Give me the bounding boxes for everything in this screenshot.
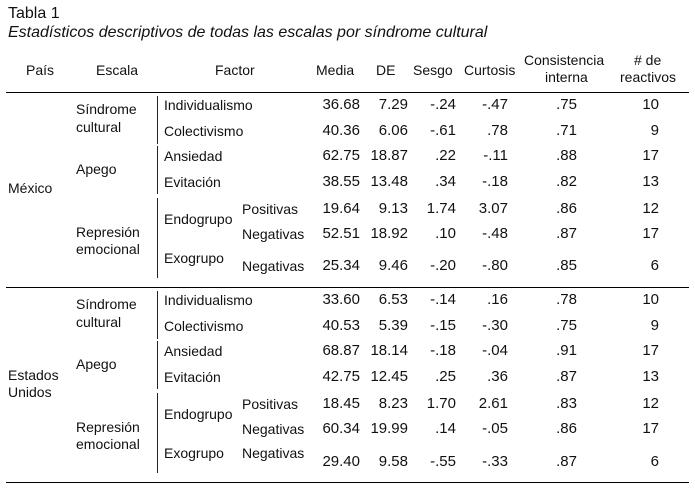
media-value: 68.87 bbox=[322, 342, 360, 359]
consistencia-value: .87 bbox=[556, 225, 577, 242]
table-subtitle: Estadísticos descriptivos de todas las escalas por síndrome cultural bbox=[8, 24, 488, 41]
scale-sindrome-2: cultural bbox=[76, 314, 122, 330]
header-consistencia-2: interna bbox=[545, 69, 588, 85]
consistencia-value: .87 bbox=[556, 453, 577, 470]
factor-label: Positivas bbox=[242, 396, 299, 412]
factor-label: Colectivismo bbox=[164, 123, 244, 139]
country-mexico: México bbox=[8, 180, 53, 196]
sesgo-value: .10 bbox=[435, 225, 456, 242]
media-value: 18.45 bbox=[322, 395, 360, 412]
reactivos-value: 13 bbox=[642, 368, 659, 385]
curtosis-value: .36 bbox=[487, 368, 508, 385]
scale-represion: Represión bbox=[76, 419, 140, 435]
de-value: 18.92 bbox=[370, 225, 408, 242]
de-value: 9.13 bbox=[378, 200, 408, 217]
media-value: 36.68 bbox=[322, 96, 360, 113]
factor-label: Negativas bbox=[242, 445, 305, 461]
sesgo-value: -.24 bbox=[430, 96, 456, 113]
curtosis-value: -.05 bbox=[482, 420, 508, 437]
reactivos-value: 12 bbox=[642, 395, 659, 412]
de-value: 5.39 bbox=[378, 317, 408, 334]
group-brace bbox=[157, 146, 158, 194]
scale-represion: Represión bbox=[76, 224, 140, 240]
header-curtosis: Curtosis bbox=[464, 62, 516, 78]
header-reactivos: # de bbox=[634, 52, 662, 68]
de-value: 18.14 bbox=[370, 342, 408, 359]
factor-label: Ansiedad bbox=[164, 343, 223, 359]
sesgo-value: 1.74 bbox=[426, 200, 456, 217]
table-title: Tabla 1 bbox=[8, 5, 60, 22]
reactivos-value: 9 bbox=[650, 317, 659, 334]
header-escala: Escala bbox=[96, 62, 139, 78]
factor-label: Evitación bbox=[164, 369, 221, 385]
reactivos-value: 17 bbox=[642, 420, 659, 437]
group-exogrupo: Exogrupo bbox=[164, 445, 224, 461]
consistencia-value: .71 bbox=[556, 122, 577, 139]
media-value: 40.53 bbox=[322, 317, 360, 334]
sesgo-value: -.20 bbox=[430, 257, 456, 274]
reactivos-value: 6 bbox=[650, 453, 659, 470]
media-value: 40.36 bbox=[322, 122, 360, 139]
factor-label: Colectivismo bbox=[164, 318, 244, 334]
consistencia-value: .87 bbox=[556, 368, 577, 385]
group-brace bbox=[157, 393, 158, 473]
factor-label: Individualismo bbox=[164, 292, 253, 308]
factor-label: Negativas bbox=[242, 226, 305, 242]
de-value: 9.58 bbox=[378, 453, 408, 470]
de-value: 19.99 bbox=[370, 420, 408, 437]
sesgo-value: -.55 bbox=[430, 453, 456, 470]
factor-label: Negativas bbox=[242, 421, 305, 437]
reactivos-value: 17 bbox=[642, 225, 659, 242]
reactivos-value: 10 bbox=[642, 291, 659, 308]
sesgo-value: -.18 bbox=[430, 342, 456, 359]
media-value: 60.34 bbox=[322, 420, 360, 437]
de-value: 6.53 bbox=[378, 291, 408, 308]
media-value: 19.64 bbox=[322, 200, 360, 217]
consistencia-value: .91 bbox=[556, 342, 577, 359]
consistencia-value: .75 bbox=[556, 317, 577, 334]
consistencia-value: .75 bbox=[556, 96, 577, 113]
factor-label: Ansiedad bbox=[164, 148, 223, 164]
header-consistencia: Consistencia bbox=[524, 52, 605, 68]
reactivos-value: 17 bbox=[642, 342, 659, 359]
country-usa: Estados bbox=[8, 367, 59, 383]
reactivos-value: 6 bbox=[650, 257, 659, 274]
curtosis-value: .16 bbox=[487, 291, 508, 308]
curtosis-value: -.47 bbox=[482, 96, 508, 113]
factor-label: Evitación bbox=[164, 174, 221, 190]
group-brace bbox=[157, 291, 158, 339]
consistencia-value: .86 bbox=[556, 200, 577, 217]
de-value: 9.46 bbox=[378, 257, 408, 274]
media-value: 29.40 bbox=[322, 453, 360, 470]
curtosis-value: -.33 bbox=[482, 453, 508, 470]
consistencia-value: .82 bbox=[556, 173, 577, 190]
group-brace bbox=[157, 96, 158, 144]
sesgo-value: .14 bbox=[435, 420, 456, 437]
factor-label: Negativas bbox=[242, 258, 305, 274]
scale-represion-2: emocional bbox=[76, 241, 140, 257]
de-value: 13.48 bbox=[370, 173, 408, 190]
consistencia-value: .88 bbox=[556, 147, 577, 164]
sesgo-value: -.15 bbox=[430, 317, 456, 334]
header-rule bbox=[6, 92, 689, 93]
de-value: 7.29 bbox=[378, 96, 408, 113]
reactivos-value: 17 bbox=[642, 147, 659, 164]
factor-label: Individualismo bbox=[164, 97, 253, 113]
header-factor: Factor bbox=[215, 62, 255, 78]
header-reactivos-2: reactivos bbox=[620, 69, 677, 85]
header-pais: País bbox=[26, 62, 55, 78]
header-sesgo: Sesgo bbox=[413, 62, 453, 78]
sesgo-value: .22 bbox=[435, 147, 456, 164]
scale-represion-2: emocional bbox=[76, 436, 140, 452]
media-value: 33.60 bbox=[322, 291, 360, 308]
de-value: 6.06 bbox=[378, 122, 408, 139]
scale-sindrome-2: cultural bbox=[76, 119, 122, 135]
de-value: 8.23 bbox=[378, 395, 408, 412]
consistencia-value: .83 bbox=[556, 395, 577, 412]
group-endogrupo: Endogrupo bbox=[164, 406, 233, 422]
curtosis-value: -.80 bbox=[482, 257, 508, 274]
scale-apego: Apego bbox=[76, 356, 117, 372]
curtosis-value: 3.07 bbox=[478, 200, 508, 217]
curtosis-value: -.11 bbox=[483, 147, 508, 164]
bottom-rule bbox=[6, 482, 689, 483]
reactivos-value: 9 bbox=[650, 122, 659, 139]
curtosis-value: -.48 bbox=[482, 225, 508, 242]
media-value: 38.55 bbox=[322, 173, 360, 190]
section-rule bbox=[6, 287, 689, 288]
sesgo-value: .25 bbox=[435, 368, 456, 385]
curtosis-value: .78 bbox=[487, 122, 508, 139]
group-brace bbox=[157, 341, 158, 389]
consistencia-value: .78 bbox=[556, 291, 577, 308]
sesgo-value: .34 bbox=[435, 173, 456, 190]
media-value: 52.51 bbox=[322, 225, 360, 242]
scale-sindrome: Síndrome bbox=[76, 101, 137, 117]
sesgo-value: 1.70 bbox=[426, 395, 456, 412]
de-value: 18.87 bbox=[370, 147, 408, 164]
header-media: Media bbox=[316, 62, 355, 78]
scale-apego: Apego bbox=[76, 161, 117, 177]
group-exogrupo: Exogrupo bbox=[164, 250, 224, 266]
sesgo-value: -.14 bbox=[430, 291, 456, 308]
reactivos-value: 10 bbox=[642, 96, 659, 113]
reactivos-value: 13 bbox=[642, 173, 659, 190]
consistencia-value: .86 bbox=[556, 420, 577, 437]
header-de: DE bbox=[376, 62, 396, 78]
curtosis-value: -.04 bbox=[482, 342, 508, 359]
reactivos-value: 12 bbox=[642, 200, 659, 217]
media-value: 25.34 bbox=[322, 257, 360, 274]
curtosis-value: 2.61 bbox=[478, 395, 508, 412]
media-value: 42.75 bbox=[322, 368, 360, 385]
scale-sindrome: Síndrome bbox=[76, 296, 137, 312]
sesgo-value: -.61 bbox=[430, 122, 456, 139]
factor-label: Positivas bbox=[242, 201, 299, 217]
curtosis-value: -.30 bbox=[482, 317, 508, 334]
group-endogrupo: Endogrupo bbox=[164, 211, 233, 227]
curtosis-value: -.18 bbox=[482, 173, 508, 190]
consistencia-value: .85 bbox=[556, 257, 577, 274]
group-brace bbox=[157, 198, 158, 278]
media-value: 62.75 bbox=[322, 147, 360, 164]
country-usa-2: Unidos bbox=[8, 384, 52, 400]
de-value: 12.45 bbox=[370, 368, 408, 385]
